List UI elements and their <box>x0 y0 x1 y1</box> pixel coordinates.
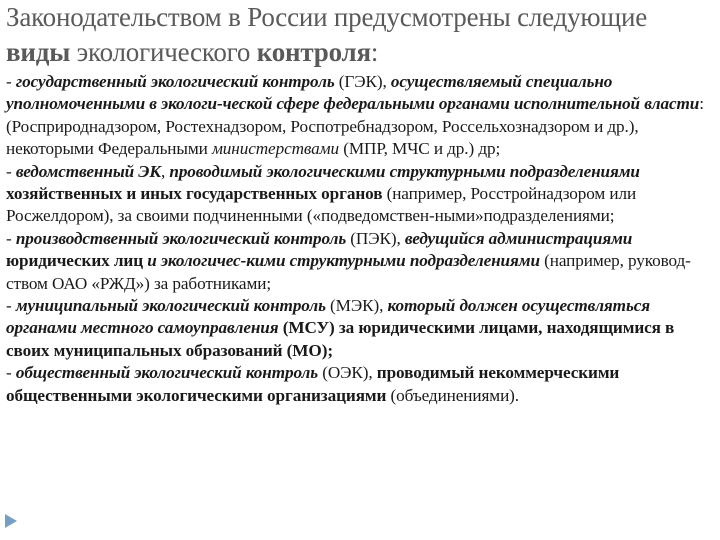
list-item-segment: (ПЭК), <box>346 228 405 248</box>
list-item <box>6 228 712 295</box>
list-item-segment: хозяйственных и иных государственных органов <box>6 184 383 204</box>
list-item-segment: (МСУ) за юридическими лицами, находящимися в своих муниципальных образований (МО); <box>6 318 675 360</box>
slide-body <box>6 71 712 407</box>
list-item <box>6 362 712 407</box>
list-item-segment: производственный экологический контроль <box>15 228 347 248</box>
list-item-segment: (например, руковод-ством ОАО «РЖД») за работниками; <box>6 251 691 293</box>
title-text-bold-control: контроля <box>256 37 371 67</box>
list-item-segment: и экологичес-кими структурными подразделениями <box>143 251 540 271</box>
list-item-segment: (МЭК), <box>325 296 388 316</box>
list-item-segment: юридических лиц <box>6 251 143 271</box>
list-item <box>6 71 712 161</box>
list-item-segment: - <box>6 228 16 248</box>
list-item-segment: (ОЭК), <box>318 363 377 383</box>
title-text-1: Законодательством в России предусмотрены следующие <box>6 2 648 32</box>
list-item-segment: (например, Росстройнадзором или Росжелдором), за своими подчиненными («подведомствен-ными»подразделениями; <box>6 184 637 226</box>
title-text-3: экологического <box>70 37 257 67</box>
list-item-segment: который должен осуществляться органами местного самоуправления <box>6 296 650 338</box>
list-item-segment: (МПР, МЧС и др.) др; <box>339 139 501 159</box>
list-item-segment: (ГЭК), <box>334 72 391 91</box>
list-item-segment: (объединениями). <box>386 385 519 405</box>
title-text-bold-types: виды <box>6 37 71 67</box>
list-item-segment: проводимый экологическими структурными подразделениями <box>169 161 640 181</box>
list-item-segment: ведомственный ЭК <box>15 161 161 181</box>
list-item-segment: - <box>6 161 16 181</box>
list-item-segment: ведущийся администрациями <box>404 228 633 248</box>
list-item-segment: проводимый некоммерческими общественными экологическими организациями <box>6 363 620 405</box>
list-item-segment: общественный экологический контроль <box>15 363 319 383</box>
list-item-segment: - <box>6 363 16 383</box>
list-item-segment: осуществляемый специально уполномоченными в экологи-ческой сфере федеральными органами исполнительной власти <box>6 72 700 114</box>
play-triangle-icon <box>4 513 18 529</box>
list-item-segment: государственный экологический контроль <box>15 72 335 91</box>
slide-title <box>6 0 712 70</box>
list-item-segment: : (Росприроднадзором, Ростехнадзором, Роспотребнадзором, Россельхознадзором и др.), некоторыми Федеральными <box>6 94 704 159</box>
list-item <box>6 295 712 362</box>
list-item <box>6 161 712 228</box>
list-item-segment: - <box>6 296 16 316</box>
list-item-segment: - <box>6 72 16 91</box>
list-item-segment: , <box>160 161 170 181</box>
title-text-5: : <box>370 37 379 67</box>
list-item-segment: муниципальный экологический контроль <box>15 296 326 316</box>
list-item-segment: министерствами <box>211 139 340 159</box>
